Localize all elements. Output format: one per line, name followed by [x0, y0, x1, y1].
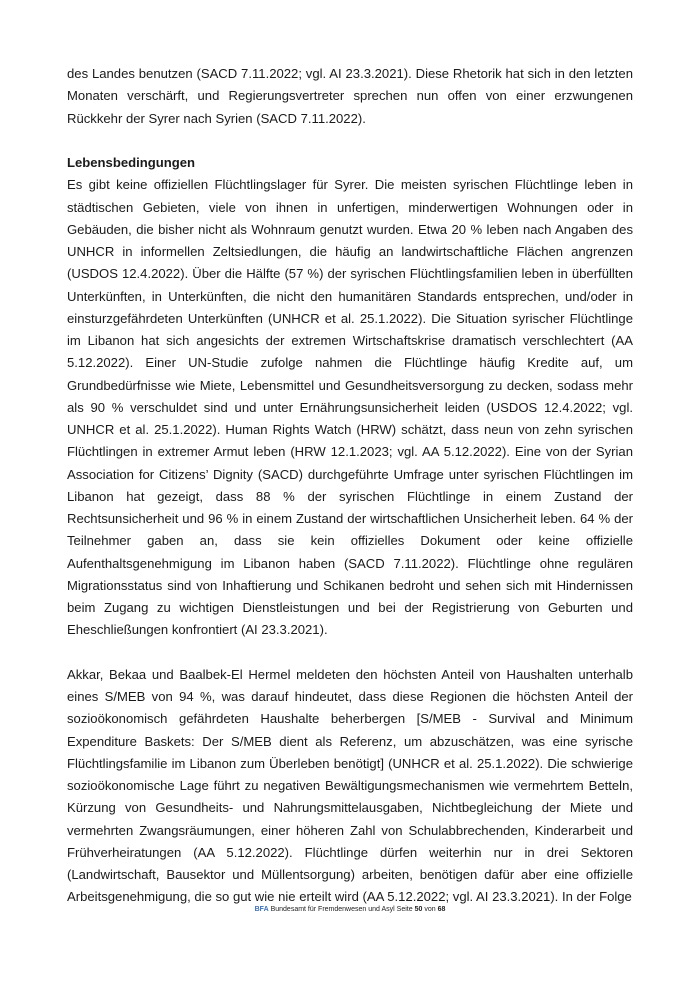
- paragraph-gap: [67, 642, 633, 664]
- footer-page-current: 50: [414, 906, 423, 913]
- section-heading: Lebensbedingungen: [67, 155, 196, 170]
- footer-page-word: Seite: [396, 906, 413, 913]
- document-body: [67, 63, 633, 909]
- paragraph-gap: [67, 130, 633, 152]
- bfa-logo: BFA: [254, 906, 269, 913]
- footer-page-total: 68: [437, 906, 446, 913]
- paragraph-intro: des Landes benutzen (SACD 7.11.2022; vgl. AI 23.3.2021). Diese Rhetorik hat sich in den letzten Monaten verschärft, und Regierungsvertreter sprechen nun offen von einer erzwungenen Rückkehr der Syrer nach Syrien (SACD 7.11.2022).: [67, 66, 633, 126]
- paragraph-living-conditions: Es gibt keine offiziellen Flüchtlingslager für Syrer. Die meisten syrischen Flüchtlinge leben in städtischen Gebieten, viele von ihnen in unfertigen, minderwertigen Wohnungen oder in Gebäuden, die bisher nicht als Wohnraum genutzt wurden. Etwa 20 % leben nach Angaben des UNHCR in informellen Zeltsiedlungen, die häufig an landwirtschaftliche Flächen angrenzen (USDOS 12.4.2022). Über die Hälfte (57 %) der syrischen Flüchtlingsfamilien leben in überfüllten Unterkünften, in Unterkünften, die nicht den humanitären Standards entsprechen, und/oder in einsturzgefährdeten Unterkünften (UNHCR et al. 25.1.2022). Die Situation syrischer Flüchtlinge im Libanon hat sich angesichts der extremen Wirtschaftskrise dramatisch verschlechtert (AA 5.12.2022). Einer UN-Studie zufolge nahmen die Flüchtlinge häufig Kredite auf, um Grundbedürfnisse wie Miete, Lebensmittel und Gesundheitsversorgung zu decken, sodass mehr als 90 % verschuldet sind und unter Ernährungsunsicherheit leiden (USDOS 12.4.2022; vgl. UNHCR et al. 25.1.2022). Human Rights Watch (HRW) schätzt, dass neun von zehn syrischen Flüchtlingen in extremer Armut leben (HRW 12.1.2023; vgl. AA 5.12.2022). Eine von der Syrian Association for Citizens’ Dignity (SACD) durchgeführte Umfrage unter syrischen Flüchtlingen im Libanon hat gezeigt, dass 88 % der syrischen Flüchtlinge in einem Zustand der Rechtsunsicherheit und 96 % in einem Zustand der wirtschaftlichen Unsicherheit leben. 64 % der Teilnehmer gaben an, dass sie kein offizielles Dokument oder keine offizielle Aufenthaltsgenehmigung im Libanon haben (SACD 7.11.2022). Flüchtlinge ohne regulären Migrationsstatus sind von Inhaftierung und Schikanen bedroht und sehen sich mit Hindernissen beim Zugang zu wichtigen Dienstleistungen und bei der Registrierung von Geburten und Eheschließungen konfrontiert (AI 23.3.2021).: [67, 177, 633, 638]
- footer-agency: Bundesamt für Fremdenwesen und Asyl: [270, 906, 395, 913]
- page-footer: [0, 906, 700, 913]
- paragraph-akkar: Akkar, Bekaa und Baalbek-El Hermel meldeten den höchsten Anteil von Haushalten unterhalb eines S/MEB von 94 %, was darauf hindeutet, dass diese Regionen die höchsten Anteil der sozioökonomisch gefährdeten Haushalte beherbergen [S/MEB - Survival and Minimum Expenditure Baskets: Der S/MEB dient als Referenz, um abzuschätzen, was eine syrische Flüchtlingsfamilie im Libanon zum Überleben benötigt] (UNHCR et al. 25.1.2022). Die schwierige sozioökonomische Lage führt zu negativen Bewältigungsmechanismen wie vermehrtem Betteln, Kürzung von Gesundheits- und Nahrungsmittelausgaben, Nichtbegleichung der Miete und vermehrten Zwangsräumungen, einer höheren Zahl von Schulabbrechenden, Kinderarbeit und Frühverheiratungen (AA 5.12.2022). Flüchtlinge dürfen weiterhin nur in drei Sektoren (Landwirtschaft, Bausektor und Müllentsorgung) arbeiten, benötigen dafür aber eine offizielle Arbeitsgenehmigung, die so gut wie nie erteilt wird (AA 5.12.2022; vgl. AI 23.3.2021). In der Folge: [67, 666, 633, 905]
- footer-page-of: von: [424, 906, 436, 913]
